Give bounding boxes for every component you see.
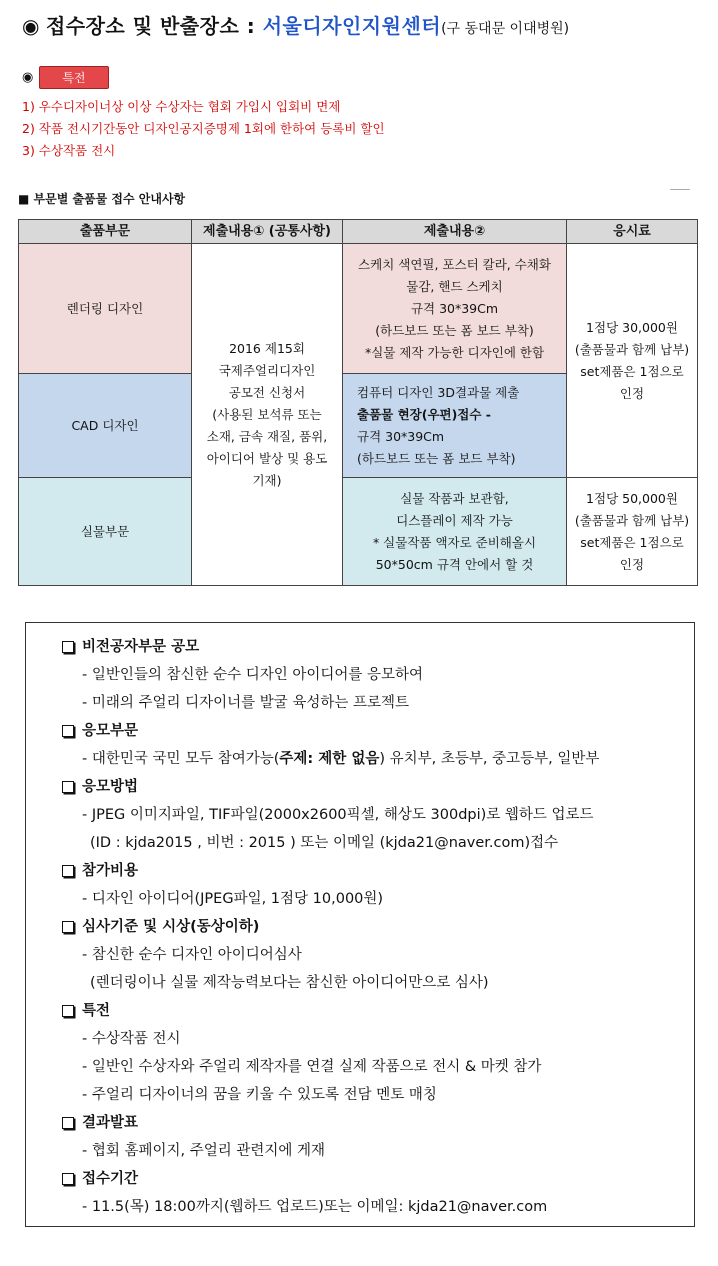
guide-heading-text: 응모방법 — [82, 779, 139, 795]
cell-line: 인정 — [619, 385, 645, 401]
guide-line: (렌더링이나 실물 제작능력보다는 참신한 아이디어만으로 심사) — [90, 975, 489, 991]
guide-heading-text: 비전공자부문 공모 — [82, 639, 200, 655]
guide-heading-text: 참가비용 — [82, 863, 139, 879]
fee-cell — [567, 244, 698, 478]
checkbox-icon — [62, 781, 74, 793]
cell-line: (하드보드 또는 폼 보드 부착) — [375, 322, 534, 338]
cell-line: 아이디어 발상 및 용도 — [206, 450, 328, 466]
table-row — [19, 244, 698, 374]
cell-line: 1점당 30,000원 — [586, 319, 678, 335]
content-cell — [343, 374, 567, 478]
cell-line: 규격 30*39Cm — [357, 428, 445, 444]
benefit-header — [22, 66, 109, 88]
venue-label: 접수장소 및 반출장소 : — [45, 14, 256, 38]
guide-heading-text: 특전 — [82, 1003, 111, 1019]
fee-cell — [567, 478, 698, 586]
checkbox-icon — [62, 921, 74, 933]
guide-heading — [62, 913, 684, 941]
category-cell: CAD 디자인 — [19, 374, 192, 478]
checkbox-icon — [62, 1173, 74, 1185]
guide-line: - 디자인 아이디어(JPEG파일, 1점당 10,000원) — [82, 891, 384, 907]
cell-line: set제품은 1점으로 — [580, 363, 684, 379]
category-cell: 실물부문 — [19, 478, 192, 586]
cell-line: 출품물 현장(우편)접수 - — [357, 406, 491, 422]
table-header: 응시료 — [567, 220, 698, 244]
guide-line: - 일반인들의 참신한 순수 디자인 아이디어를 응모하여 — [82, 667, 424, 683]
benefit-item: 1) 우수디자이너상 이상 수상자는 협회 가입시 입회비 면제 — [22, 99, 341, 114]
guide-heading — [62, 1109, 684, 1137]
guide-line: - 11.5(목) 18:00까지(웹하드 업로드)또는 이메일: kjda21@naver.com — [82, 1199, 548, 1215]
table-row — [19, 478, 698, 586]
content-cell — [343, 478, 567, 586]
cell-line: 실물 작품과 보관함, — [400, 490, 509, 506]
cell-line: set제품은 1점으로 — [580, 534, 684, 550]
guide-line: - 수상작품 전시 — [82, 1031, 181, 1047]
guide-heading-text: 결과발표 — [82, 1115, 139, 1131]
guide-heading — [62, 997, 684, 1025]
guide-heading — [62, 633, 684, 661]
guide-line-bold: 주제: 제한 없음 — [279, 751, 380, 767]
cell-line: 1점당 50,000원 — [586, 490, 678, 506]
benefit-bullet: ◉ — [22, 69, 34, 85]
cell-line: 국제주얼리디자인 — [218, 362, 316, 378]
cell-line: 컴퓨터 디자인 3D결과물 제출 — [357, 384, 520, 400]
venue-center: 서울디자인지원센터 — [262, 14, 442, 38]
cell-line: *실물 제작 가능한 디자인에 한함 — [364, 344, 545, 360]
table-header-row — [19, 220, 698, 244]
guide-heading-text: 심사기준 및 시상(동상이하) — [82, 919, 260, 935]
venue-sub: (구 동대문 이대병원) — [441, 21, 570, 37]
cell-line: 공모전 신청서 — [228, 384, 306, 400]
guide-line: - 협회 홈페이지, 주얼리 관련지에 게재 — [82, 1143, 325, 1159]
cell-line: 스케치 색연필, 포스터 칼라, 수채화 — [358, 256, 551, 272]
content-cell — [343, 244, 567, 374]
checkbox-icon — [62, 865, 74, 877]
benefit-list — [22, 96, 385, 162]
guide-heading-text: 응모부문 — [82, 723, 139, 739]
benefit-badge: 특전 — [39, 66, 108, 89]
checkbox-icon — [62, 641, 74, 653]
table-header: 출품부문 — [19, 220, 192, 244]
table-header: 제출내용② — [343, 220, 567, 244]
cell-line: 디스플레이 제작 가능 — [396, 512, 513, 528]
guide-line-text: ) 유치부, 초등부, 중고등부, 일반부 — [379, 751, 600, 767]
benefit-item: 2) 작품 전시기간동안 디자인공지증명제 1회에 한하여 등록비 할인 — [22, 121, 385, 136]
cell-line: 소재, 금속 재질, 품위, — [206, 428, 328, 444]
guide-heading — [62, 857, 684, 885]
guide-line: - 주얼리 디자이너의 꿈을 키울 수 있도록 전담 멘토 매칭 — [82, 1087, 437, 1103]
guide-line: (ID : kjda2015 , 비번 : 2015 ) 또는 이메일 (kjda21@naver.com)접수 — [90, 835, 559, 851]
guide-heading-text: 접수기간 — [82, 1171, 139, 1187]
cell-line: (하드보드 또는 폼 보드 부착) — [357, 450, 516, 466]
venue-line — [22, 10, 712, 39]
cell-line: 인정 — [619, 556, 645, 572]
cell-line: (출품물과 함께 납부) — [574, 341, 690, 357]
cell-line: (출품물과 함께 납부) — [574, 512, 690, 528]
guide-box — [25, 622, 695, 1227]
checkbox-icon — [62, 725, 74, 737]
cell-line: 기재) — [252, 472, 282, 488]
venue-bullet: ◉ — [22, 14, 40, 38]
table-header: 제출내용① (공통사항) — [192, 220, 343, 244]
benefit-item: 3) 수상작품 전시 — [22, 143, 116, 158]
guide-line: - 일반인 수상자와 주얼리 제작자를 연결 실제 작품으로 전시 & 마켓 참가 — [82, 1059, 542, 1075]
section-title: ■ 부문별 출품물 접수 안내사항 — [18, 192, 186, 206]
cell-line: 50*50cm 규격 안에서 할 것 — [375, 556, 534, 572]
common-content-cell — [192, 244, 343, 586]
guide-line — [62, 745, 684, 773]
entry-table — [18, 219, 698, 586]
cell-line: (사용된 보석류 또는 — [212, 406, 322, 422]
guide-line: - JPEG 이미지파일, TIF파일(2000x2600픽셀, 해상도 300dpi)로 웹하드 업로드 — [82, 807, 594, 823]
cell-line: 물감, 핸드 스케치 — [406, 278, 503, 294]
guide-heading — [62, 717, 684, 745]
guide-line: - 참신한 순수 디자인 아이디어심사 — [82, 947, 302, 963]
cell-line: * 실물작품 액자로 준비해올시 — [372, 534, 537, 550]
guide-line: - 미래의 주얼리 디자이너를 발굴 육성하는 프로젝트 — [82, 695, 410, 711]
cell-line: 2016 제15회 — [229, 340, 305, 356]
cell-line: 규격 30*39Cm — [410, 300, 499, 316]
checkbox-icon — [62, 1117, 74, 1129]
checkbox-icon — [62, 1005, 74, 1017]
category-cell: 렌더링 디자인 — [19, 244, 192, 374]
guide-heading — [62, 1165, 684, 1193]
guide-heading — [62, 773, 684, 801]
guide-line-text: - 대한민국 국민 모두 참여가능( — [82, 751, 280, 767]
divider — [670, 189, 690, 190]
